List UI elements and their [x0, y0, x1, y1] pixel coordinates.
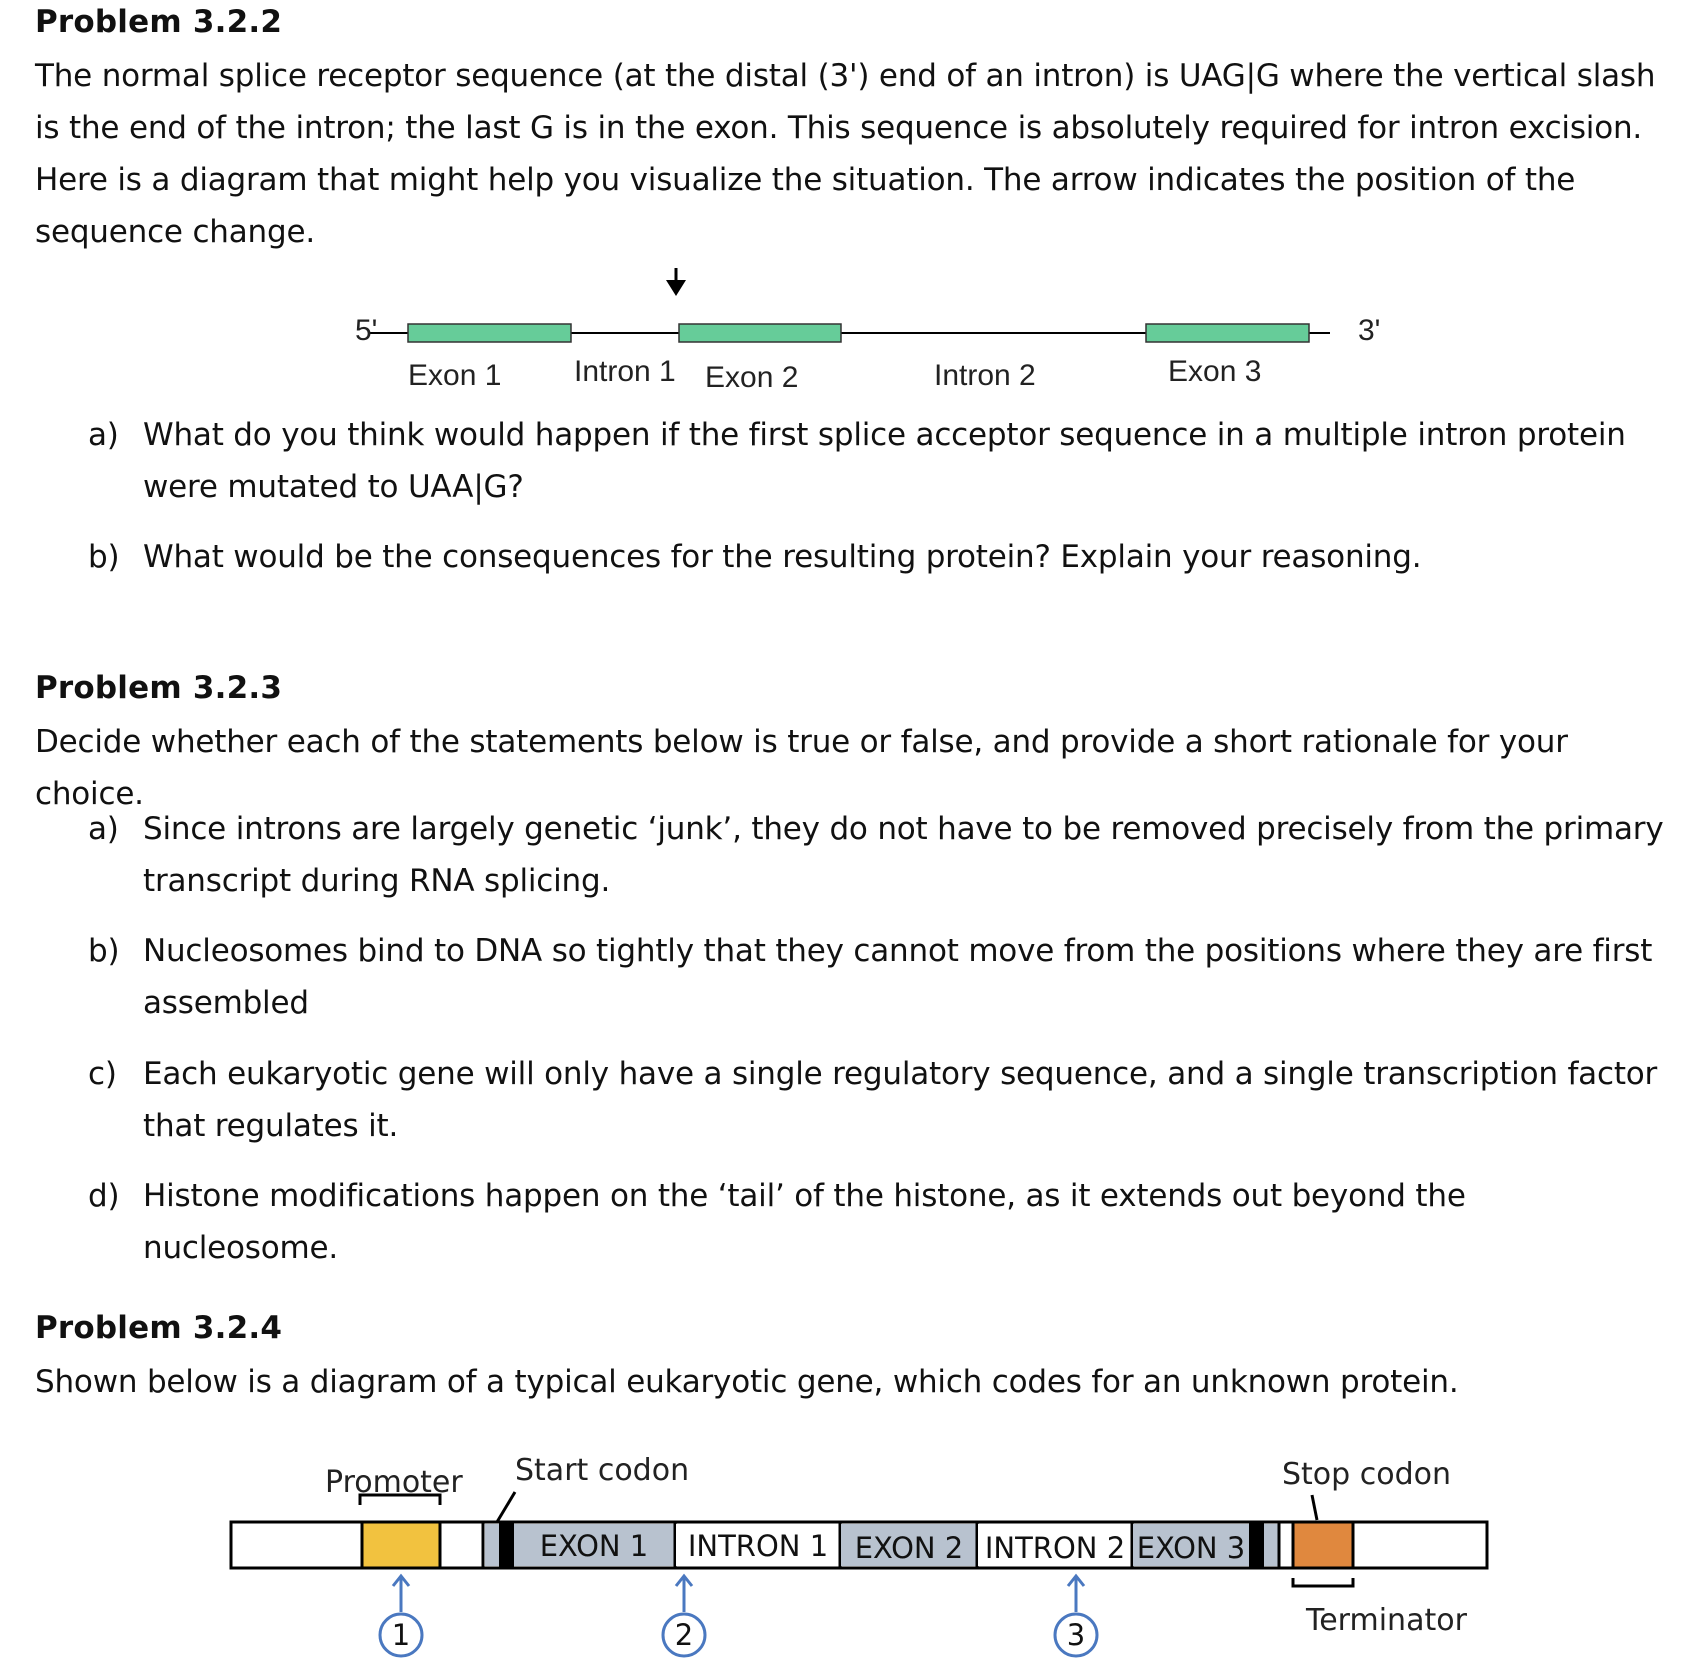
problem-324-intro: Shown below is a diagram of a typical eukaryotic gene, which codes for an unknown protein. — [35, 1364, 1459, 1400]
stop-codon-label: Stop codon — [1282, 1457, 1451, 1492]
question-label: d) — [88, 1178, 120, 1214]
question-text: What would be the consequences for the resulting protein? Explain your reasoning. — [143, 539, 1422, 575]
diagram-label-exon-3: Exon 3 — [1168, 355, 1262, 388]
question-label: b) — [88, 933, 120, 969]
segment-label-intron-2: INTRON 2 — [984, 1531, 1126, 1565]
question-text: Since introns are largely genetic ‘junk’, they do not have to be removed precisely from the primary transcript during RNA splicing. — [143, 811, 1664, 899]
problem-323-intro: Decide whether each of the statements below is true or false, and provide a short rationale for your choice. — [35, 724, 1568, 812]
terminator-label: Terminator — [1306, 1603, 1467, 1638]
marker-1-label: 1 — [391, 1618, 411, 1652]
start-codon-label: Start codon — [515, 1453, 690, 1488]
problem-323-question-b — [88, 925, 1668, 1029]
problem-324-heading: Problem 3.2.4 — [35, 1310, 283, 1346]
problem-322-question-b — [88, 531, 1668, 583]
question-label: a) — [88, 417, 119, 453]
stop-codon-pointer — [1312, 1495, 1317, 1520]
terminator-box — [1293, 1522, 1353, 1568]
terminator-bracket — [1293, 1578, 1353, 1586]
exon-2-box — [679, 324, 841, 342]
problem-322-intro: The normal splice receptor sequence (at the distal (3') end of an intron) is UAG|G where the vertical slash is the end of the intron; the last G is in the exon. This sequence is absolutely required for intron excision. Here is a diagram that might help you visualize the situation. The arrow indicates the position of the sequence change. — [35, 58, 1656, 250]
diagram-label-exon-1: Exon 1 — [408, 359, 502, 392]
question-label: b) — [88, 539, 120, 575]
marker-arrow-2-icon — [676, 1576, 692, 1612]
utr-5-box — [485, 1524, 499, 1566]
question-label: a) — [88, 811, 119, 847]
problem-322-heading: Problem 3.2.2 — [35, 4, 283, 40]
three-prime-label: 3' — [1358, 314, 1381, 347]
diagram-label-intron-1: Intron 1 — [574, 355, 676, 388]
promoter-label: Promoter — [325, 1465, 463, 1500]
question-label: c) — [88, 1056, 117, 1092]
question-text: Histone modifications happen on the ‘tail’ of the histone, as it extends out beyond the nucleosome. — [143, 1178, 1466, 1266]
segment-label-exon-2: EXON 2 — [854, 1531, 964, 1565]
stop-codon-box — [1249, 1522, 1264, 1568]
diagram-label-exon-2: Exon 2 — [705, 361, 799, 394]
question-text: What do you think would happen if the first splice acceptor sequence in a multiple intron protein were mutated to UAA|G? — [143, 417, 1626, 505]
problem-323-heading: Problem 3.2.3 — [35, 670, 283, 706]
segment-label-exon-1: EXON 1 — [539, 1529, 649, 1563]
exon-3-box — [1146, 324, 1309, 342]
diagram-label-intron-2: Intron 2 — [934, 359, 1036, 392]
question-text: Each eukaryotic gene will only have a single regulatory sequence, and a single transcription factor that regulates it. — [143, 1056, 1658, 1144]
marker-2-label: 2 — [674, 1618, 694, 1652]
segment-label-exon-3: EXON 3 — [1136, 1531, 1246, 1565]
problem-323-question-c — [88, 1048, 1668, 1152]
segment-label-intron-1: INTRON 1 — [687, 1529, 829, 1563]
mutation-arrow-icon — [666, 268, 686, 296]
marker-3-label: 3 — [1066, 1618, 1086, 1652]
marker-arrow-1-icon — [393, 1576, 409, 1612]
problem-323-question-a — [88, 803, 1668, 907]
problem-322-question-a — [88, 409, 1668, 513]
problem-323-question-d — [88, 1170, 1668, 1274]
promoter-box — [362, 1522, 440, 1568]
exon-1-box — [408, 324, 571, 342]
start-codon-box — [499, 1522, 514, 1568]
utr-3-box — [1264, 1524, 1278, 1566]
start-codon-pointer — [497, 1492, 515, 1522]
question-text: Nucleosomes bind to DNA so tightly that they cannot move from the positions where they are first assembled — [143, 933, 1653, 1021]
marker-arrow-3-icon — [1068, 1576, 1084, 1612]
five-prime-label: 5' — [355, 314, 378, 347]
